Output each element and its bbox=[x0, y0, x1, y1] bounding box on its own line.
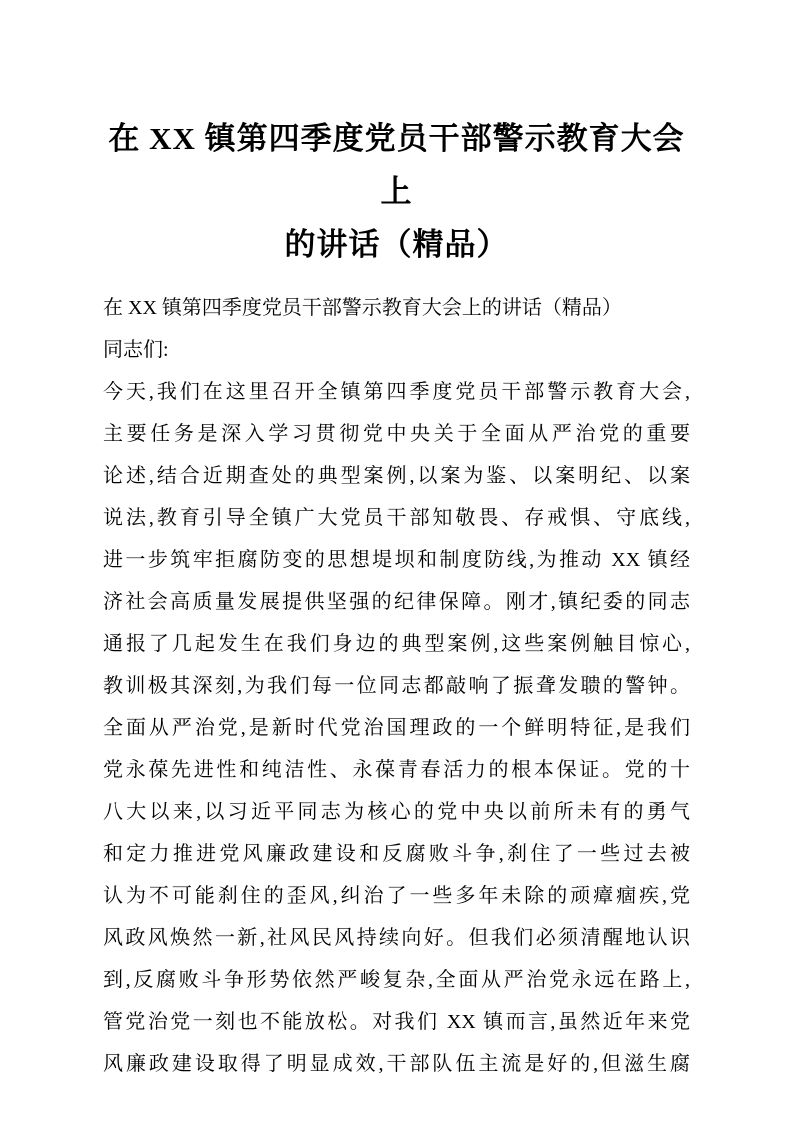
body-line: 全面从严治党,是新时代党治国理政的一个鲜明特征,是我们 bbox=[103, 717, 690, 739]
body-line: 和定力推进党风廉政建设和反腐败斗争,刹住了一些过去被 bbox=[103, 843, 690, 865]
body-line: 通报了几起发生在我们身边的典型案例,这些案例触目惊心, bbox=[103, 633, 690, 655]
document-title-line-2: 的讲话（精品） bbox=[284, 227, 509, 262]
body-line: 今天,我们在这里召开全镇第四季度党员干部警示教育大会, bbox=[103, 381, 690, 403]
body-line: 认为不可能刹住的歪风,纠治了一些多年未除的顽瘴痼疾,党 bbox=[103, 885, 690, 907]
body-line: 主要任务是深入学习贯彻党中央关于全面从严治党的重要 bbox=[103, 423, 690, 445]
document-title-line-1: 在 XX 镇第四季度党员干部警示教育大会上 bbox=[108, 121, 685, 209]
body-line: 到,反腐败斗争形势依然严峻复杂,全面从严治党永远在路上, bbox=[103, 969, 690, 991]
body-line: 党永葆先进性和纯洁性、永葆青春活力的根本保证。党的十 bbox=[103, 759, 690, 781]
body-line: 八大以来,以习近平同志为核心的党中央以前所未有的勇气 bbox=[103, 801, 690, 823]
body-line: 进一步筑牢拒腐防变的思想堤坝和制度防线,为推动 XX 镇经 bbox=[103, 549, 690, 571]
body-line: 教训极其深刻,为我们每一位同志都敲响了振聋发聩的警钟。 bbox=[103, 675, 690, 697]
body-line: 风廉政建设取得了明显成效,干部队伍主流是好的,但滋生腐 bbox=[103, 1053, 690, 1075]
body-line: 说法,教育引导全镇广大党员干部知敬畏、存戒惧、守底线, bbox=[103, 507, 690, 529]
body-line: 论述,结合近期查处的典型案例,以案为鉴、以案明纪、以案 bbox=[103, 465, 690, 487]
body-line: 在 XX 镇第四季度党员干部警示教育大会上的讲话（精品） bbox=[103, 297, 622, 319]
body-line: 同志们: bbox=[103, 339, 169, 361]
body-line: 风政风焕然一新,社风民风持续向好。但我们必须清醒地认识 bbox=[103, 927, 690, 949]
body-line: 济社会高质量发展提供坚强的纪律保障。刚才,镇纪委的同志 bbox=[103, 591, 690, 613]
body-line: 管党治党一刻也不能放松。对我们 XX 镇而言,虽然近年来党 bbox=[103, 1011, 690, 1033]
document-title bbox=[103, 112, 690, 271]
document-body bbox=[103, 287, 690, 1085]
